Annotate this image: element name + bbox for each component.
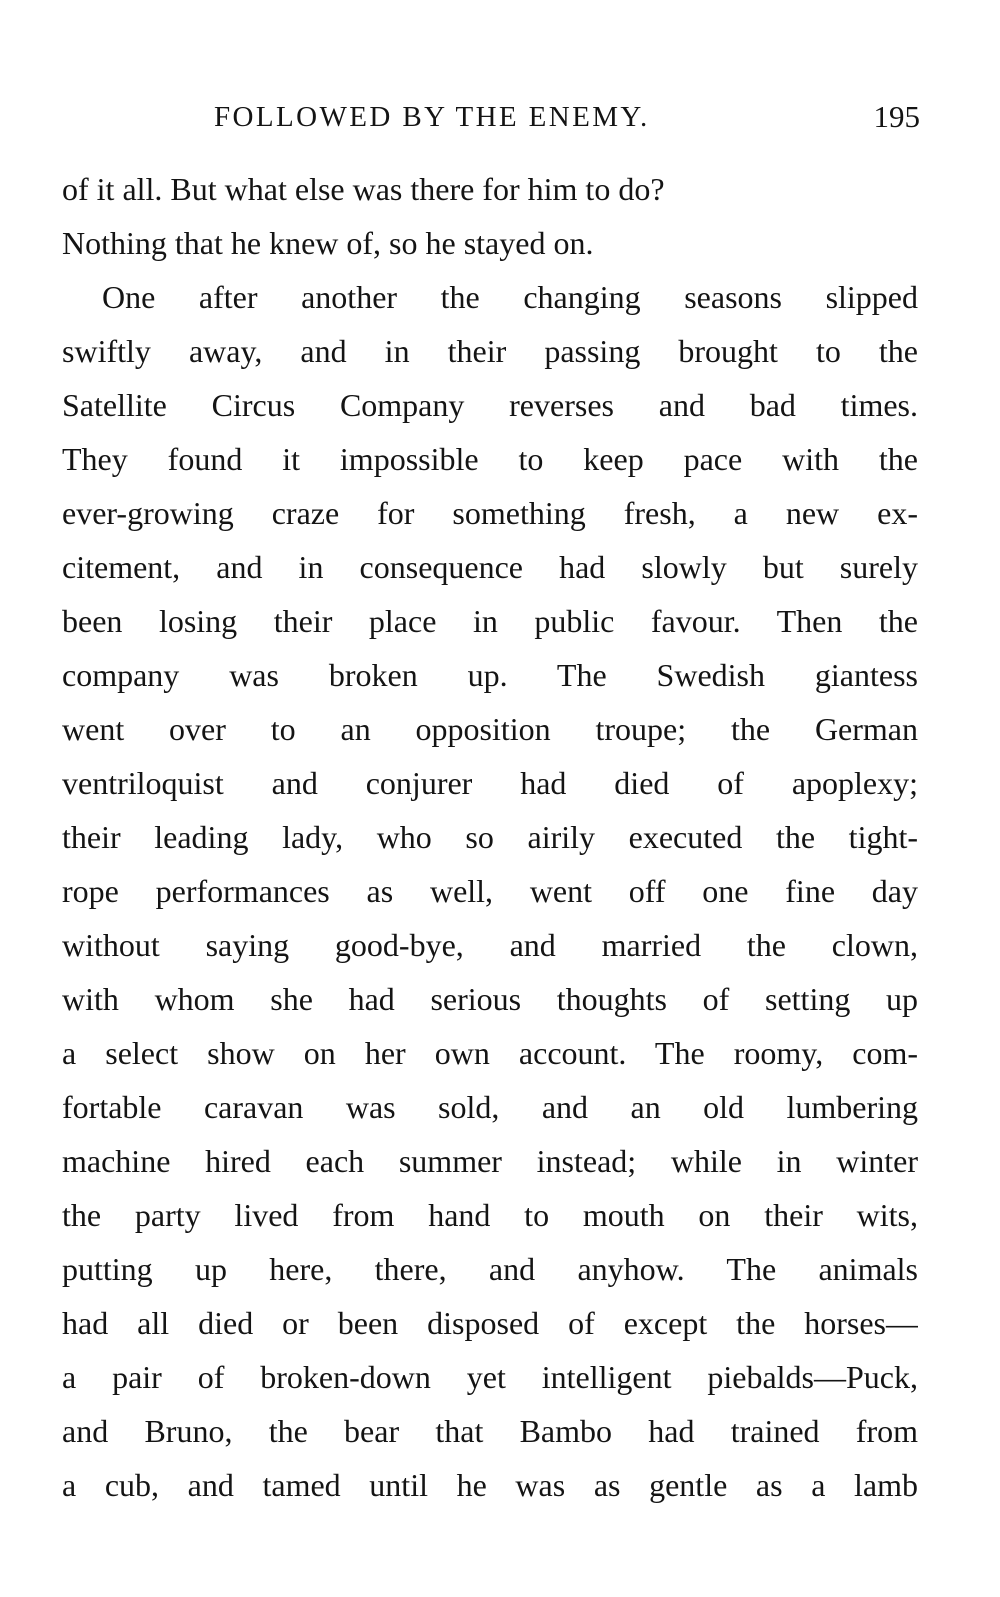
text-line: their leading lady, who so airily executed the tight- xyxy=(62,819,918,855)
text-line: fortable caravan was sold, and an old lumbering xyxy=(62,1089,918,1125)
text-line: rope performances as well, went off one fine day xyxy=(62,873,918,909)
running-head xyxy=(62,94,920,140)
text-line: swiftly away, and in their passing brought to the xyxy=(62,333,918,369)
text-line: ventriloquist and conjurer had died of apoplexy; xyxy=(62,765,918,801)
text-line: of it all. But what else was there for him to do? xyxy=(62,171,665,207)
text-line: Satellite Circus Company reverses and bad times. xyxy=(62,387,918,423)
text-line: been losing their place in public favour. Then the xyxy=(62,603,918,639)
running-title: FOLLOWED BY THE ENEMY. xyxy=(214,101,650,133)
text-line: had all died or been disposed of except the horses— xyxy=(62,1305,918,1341)
text-line: a pair of broken-down yet intelligent piebalds—Puck, xyxy=(62,1359,918,1395)
text-line: a select show on her own account. The roomy, com- xyxy=(62,1035,918,1071)
text-line: company was broken up. The Swedish giantess xyxy=(62,657,918,693)
page-number: 195 xyxy=(873,99,920,134)
text-line: One after another the changing seasons slipped xyxy=(102,279,918,315)
text-line: They found it impossible to keep pace with the xyxy=(62,441,918,477)
text-line: a cub, and tamed until he was as gentle as a lamb xyxy=(62,1467,918,1503)
text-line: citement, and in consequence had slowly but surely xyxy=(62,549,918,585)
text-line: and Bruno, the bear that Bambo had trained from xyxy=(62,1413,918,1449)
body-text xyxy=(62,162,918,1512)
text-line: went over to an opposition troupe; the German xyxy=(62,711,918,747)
text-line: machine hired each summer instead; while in winter xyxy=(62,1143,918,1179)
text-line: Nothing that he knew of, so he stayed on. xyxy=(62,225,594,261)
text-line: the party lived from hand to mouth on their wits, xyxy=(62,1197,918,1233)
text-line: without saying good-bye, and married the clown, xyxy=(62,927,918,963)
text-line: ever-growing craze for something fresh, a new ex- xyxy=(62,495,918,531)
text-line: putting up here, there, and anyhow. The animals xyxy=(62,1251,918,1287)
text-line: with whom she had serious thoughts of setting up xyxy=(62,981,918,1017)
